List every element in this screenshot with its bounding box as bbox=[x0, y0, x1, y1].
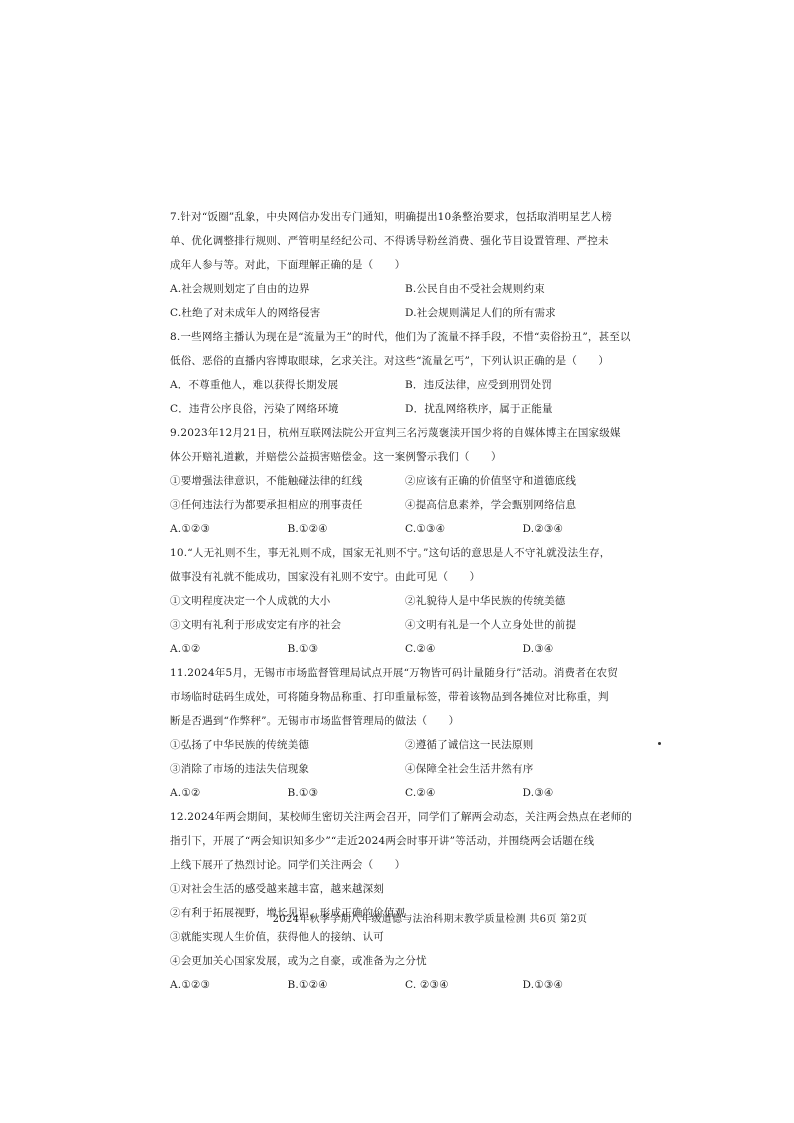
question-10-sub-options bbox=[170, 589, 640, 637]
question-8-option-a: A．不尊重他人，难以获得长期发展 bbox=[170, 379, 339, 391]
question-12-option-c: C. ②③④ bbox=[405, 979, 449, 991]
question-12-sub-option-1: ①对社会生活的感受越来越丰富，越来越深刻 bbox=[170, 883, 384, 895]
question-11-option-a: A.①② bbox=[170, 787, 201, 799]
question-9-option-d: D.②③④ bbox=[522, 523, 564, 535]
question-9-sub-options bbox=[170, 469, 640, 517]
question-11-stem-line-1: 11.2024年5月，无锡市市场监督管理局试点开展“万物皆可码计量随身行”活动。消费者在农贸 bbox=[170, 667, 619, 679]
question-10-sub-option-3: ③文明有礼利于形成安定有序的社会 bbox=[170, 619, 342, 631]
question-11-sub-options bbox=[170, 733, 640, 781]
question-8-stem-line-1: 8.一些网络主播认为现在是“流量为王”的时代，他们为了流量不择手段，不惜“卖俗扮丑”，甚至以 bbox=[170, 331, 631, 343]
question-9-options bbox=[170, 517, 640, 541]
scan-speck bbox=[658, 742, 661, 745]
question-12-sub-option-3: ③就能实现人生价值，获得他人的接纳、认可 bbox=[170, 931, 384, 943]
question-9-sub-option-2: ②应该有正确的价值坚守和道德底线 bbox=[405, 475, 577, 487]
question-7-stem-line-3: 成年人参与等。对此，下面理解正确的是（ ） bbox=[170, 259, 406, 271]
question-12-stem-line-3: 上线下展开了热烈讨论。同学们关注两会（ ） bbox=[170, 859, 406, 871]
question-8-option-d: D．扰乱网络秩序，属于正能量 bbox=[405, 403, 553, 415]
question-11 bbox=[170, 661, 640, 805]
question-7 bbox=[170, 205, 640, 325]
question-12-stem-line-2: 指引下，开展了“两会知识知多少”“走近2024两会时事开讲”等活动，并围绕两会话题在线 bbox=[170, 835, 595, 847]
question-8-option-b: B．违反法律，应受到刑罚处罚 bbox=[405, 379, 553, 391]
question-10-options bbox=[170, 637, 640, 661]
question-12-option-b: B.①②④ bbox=[287, 979, 328, 991]
question-11-option-c: C.②④ bbox=[405, 787, 436, 799]
question-9-option-a: A.①②③ bbox=[170, 523, 211, 535]
question-10 bbox=[170, 541, 640, 661]
question-10-stem-line-1: 10.“人无礼则不生，事无礼则不成，国家无礼则不宁。”这句话的意思是人不守礼就没法生存， bbox=[170, 547, 611, 559]
question-11-option-d: D.③④ bbox=[522, 787, 554, 799]
question-7-stem-line-1: 7.针对“饭圈”乱象，中央网信办发出专门通知，明确提出10条整治要求，包括取消明星艺人榜 bbox=[170, 211, 612, 223]
question-7-option-d: D.社会规则满足人们的所有需求 bbox=[405, 307, 556, 319]
question-9-option-c: C.①③④ bbox=[405, 523, 446, 535]
question-9-sub-option-1: ①要增强法律意识，不能触碰法律的红线 bbox=[170, 475, 363, 487]
question-11-stem-line-3: 断是否遇到“作弊秤”。无锡市市场监督管理局的做法（ ） bbox=[170, 715, 460, 727]
question-9-sub-option-3: ③任何违法行为都要承担相应的刑事责任 bbox=[170, 499, 363, 511]
question-10-stem-line-2: 做事没有礼就不能成功，国家没有礼则不安宁。由此可见（ ） bbox=[170, 571, 481, 583]
question-8-option-c: C．违背公序良俗，污染了网络环境 bbox=[170, 403, 339, 415]
question-12-sub-option-4: ④会更加关心国家发展，或为之自豪，或准备为之分忧 bbox=[170, 955, 427, 967]
question-11-sub-option-3: ③消除了市场的违法失信现象 bbox=[170, 763, 310, 775]
question-9-sub-option-4: ④提高信息素养，学会甄别网络信息 bbox=[405, 499, 577, 511]
question-11-stem-line-2: 市场临时砝码生成处，可将随身物品称重、打印重量标签，带着该物品到各摊位对比称重，判 bbox=[170, 691, 609, 703]
question-7-stem-line-2: 单、优化调整排行规则、严管明星经纪公司、不得诱导粉丝消费、强化节目设置管理、严控未 bbox=[170, 235, 609, 247]
question-8-options bbox=[170, 373, 640, 421]
question-12-sub-option-2: ②有利于拓展视野，增长见识，形成正确的价值观 bbox=[170, 907, 406, 919]
question-12-option-d: D.①③④ bbox=[522, 979, 564, 991]
question-10-sub-option-2: ②礼貌待人是中华民族的传统美德 bbox=[405, 595, 566, 607]
question-11-option-b: B.①③ bbox=[287, 787, 319, 799]
question-9-option-b: B.①②④ bbox=[287, 523, 328, 535]
question-11-sub-option-2: ②遵循了诚信这一民法原则 bbox=[405, 739, 534, 751]
question-7-option-b: B.公民自由不受社会规则约束 bbox=[405, 283, 545, 295]
question-8-stem-line-2: 低俗、恶俗的直播内容博取眼球，乞求关注。对这些“流量乞丐”，下列认识正确的是（ ） bbox=[170, 355, 610, 367]
question-12-stem-line-1: 12.2024年两会期间，某校师生密切关注两会召开，同学们了解两会动态，关注两会热点在老师的 bbox=[170, 811, 633, 823]
question-12-option-a: A.①②③ bbox=[170, 979, 211, 991]
question-8 bbox=[170, 325, 640, 421]
question-list bbox=[170, 205, 640, 997]
question-12 bbox=[170, 805, 640, 997]
question-10-option-a: A.①② bbox=[170, 643, 201, 655]
question-9-stem-line-1: 9.2023年12月21日，杭州互联网法院公开宣判三名污蔑褒渎开国少将的自媒体博主在国家级媒 bbox=[170, 427, 621, 439]
page-footer: 2024年秋季学期八年级道德与法治科期末教学质量检测 共6页 第2页 bbox=[272, 914, 588, 925]
question-11-sub-option-1: ①弘扬了中华民族的传统美德 bbox=[170, 739, 310, 751]
question-11-options bbox=[170, 781, 640, 805]
question-7-options bbox=[170, 277, 640, 325]
question-7-option-a: A.社会规则划定了自由的边界 bbox=[170, 283, 310, 295]
question-12-options bbox=[170, 973, 640, 997]
question-9-stem-line-2: 体公开赔礼道歉，并赔偿公益损害赔偿金。这一案例警示我们（ ） bbox=[170, 451, 502, 463]
question-10-sub-option-1: ①文明程度决定一个人成就的大小 bbox=[170, 595, 331, 607]
question-10-sub-option-4: ④文明有礼是一个人立身处世的前提 bbox=[405, 619, 577, 631]
question-10-option-c: C.②④ bbox=[405, 643, 436, 655]
question-10-option-b: B.①③ bbox=[287, 643, 319, 655]
question-10-option-d: D.③④ bbox=[522, 643, 554, 655]
question-9 bbox=[170, 421, 640, 541]
question-11-sub-option-4: ④保障全社会生活井然有序 bbox=[405, 763, 534, 775]
question-7-option-c: C.杜绝了对未成年人的网络侵害 bbox=[170, 307, 321, 319]
